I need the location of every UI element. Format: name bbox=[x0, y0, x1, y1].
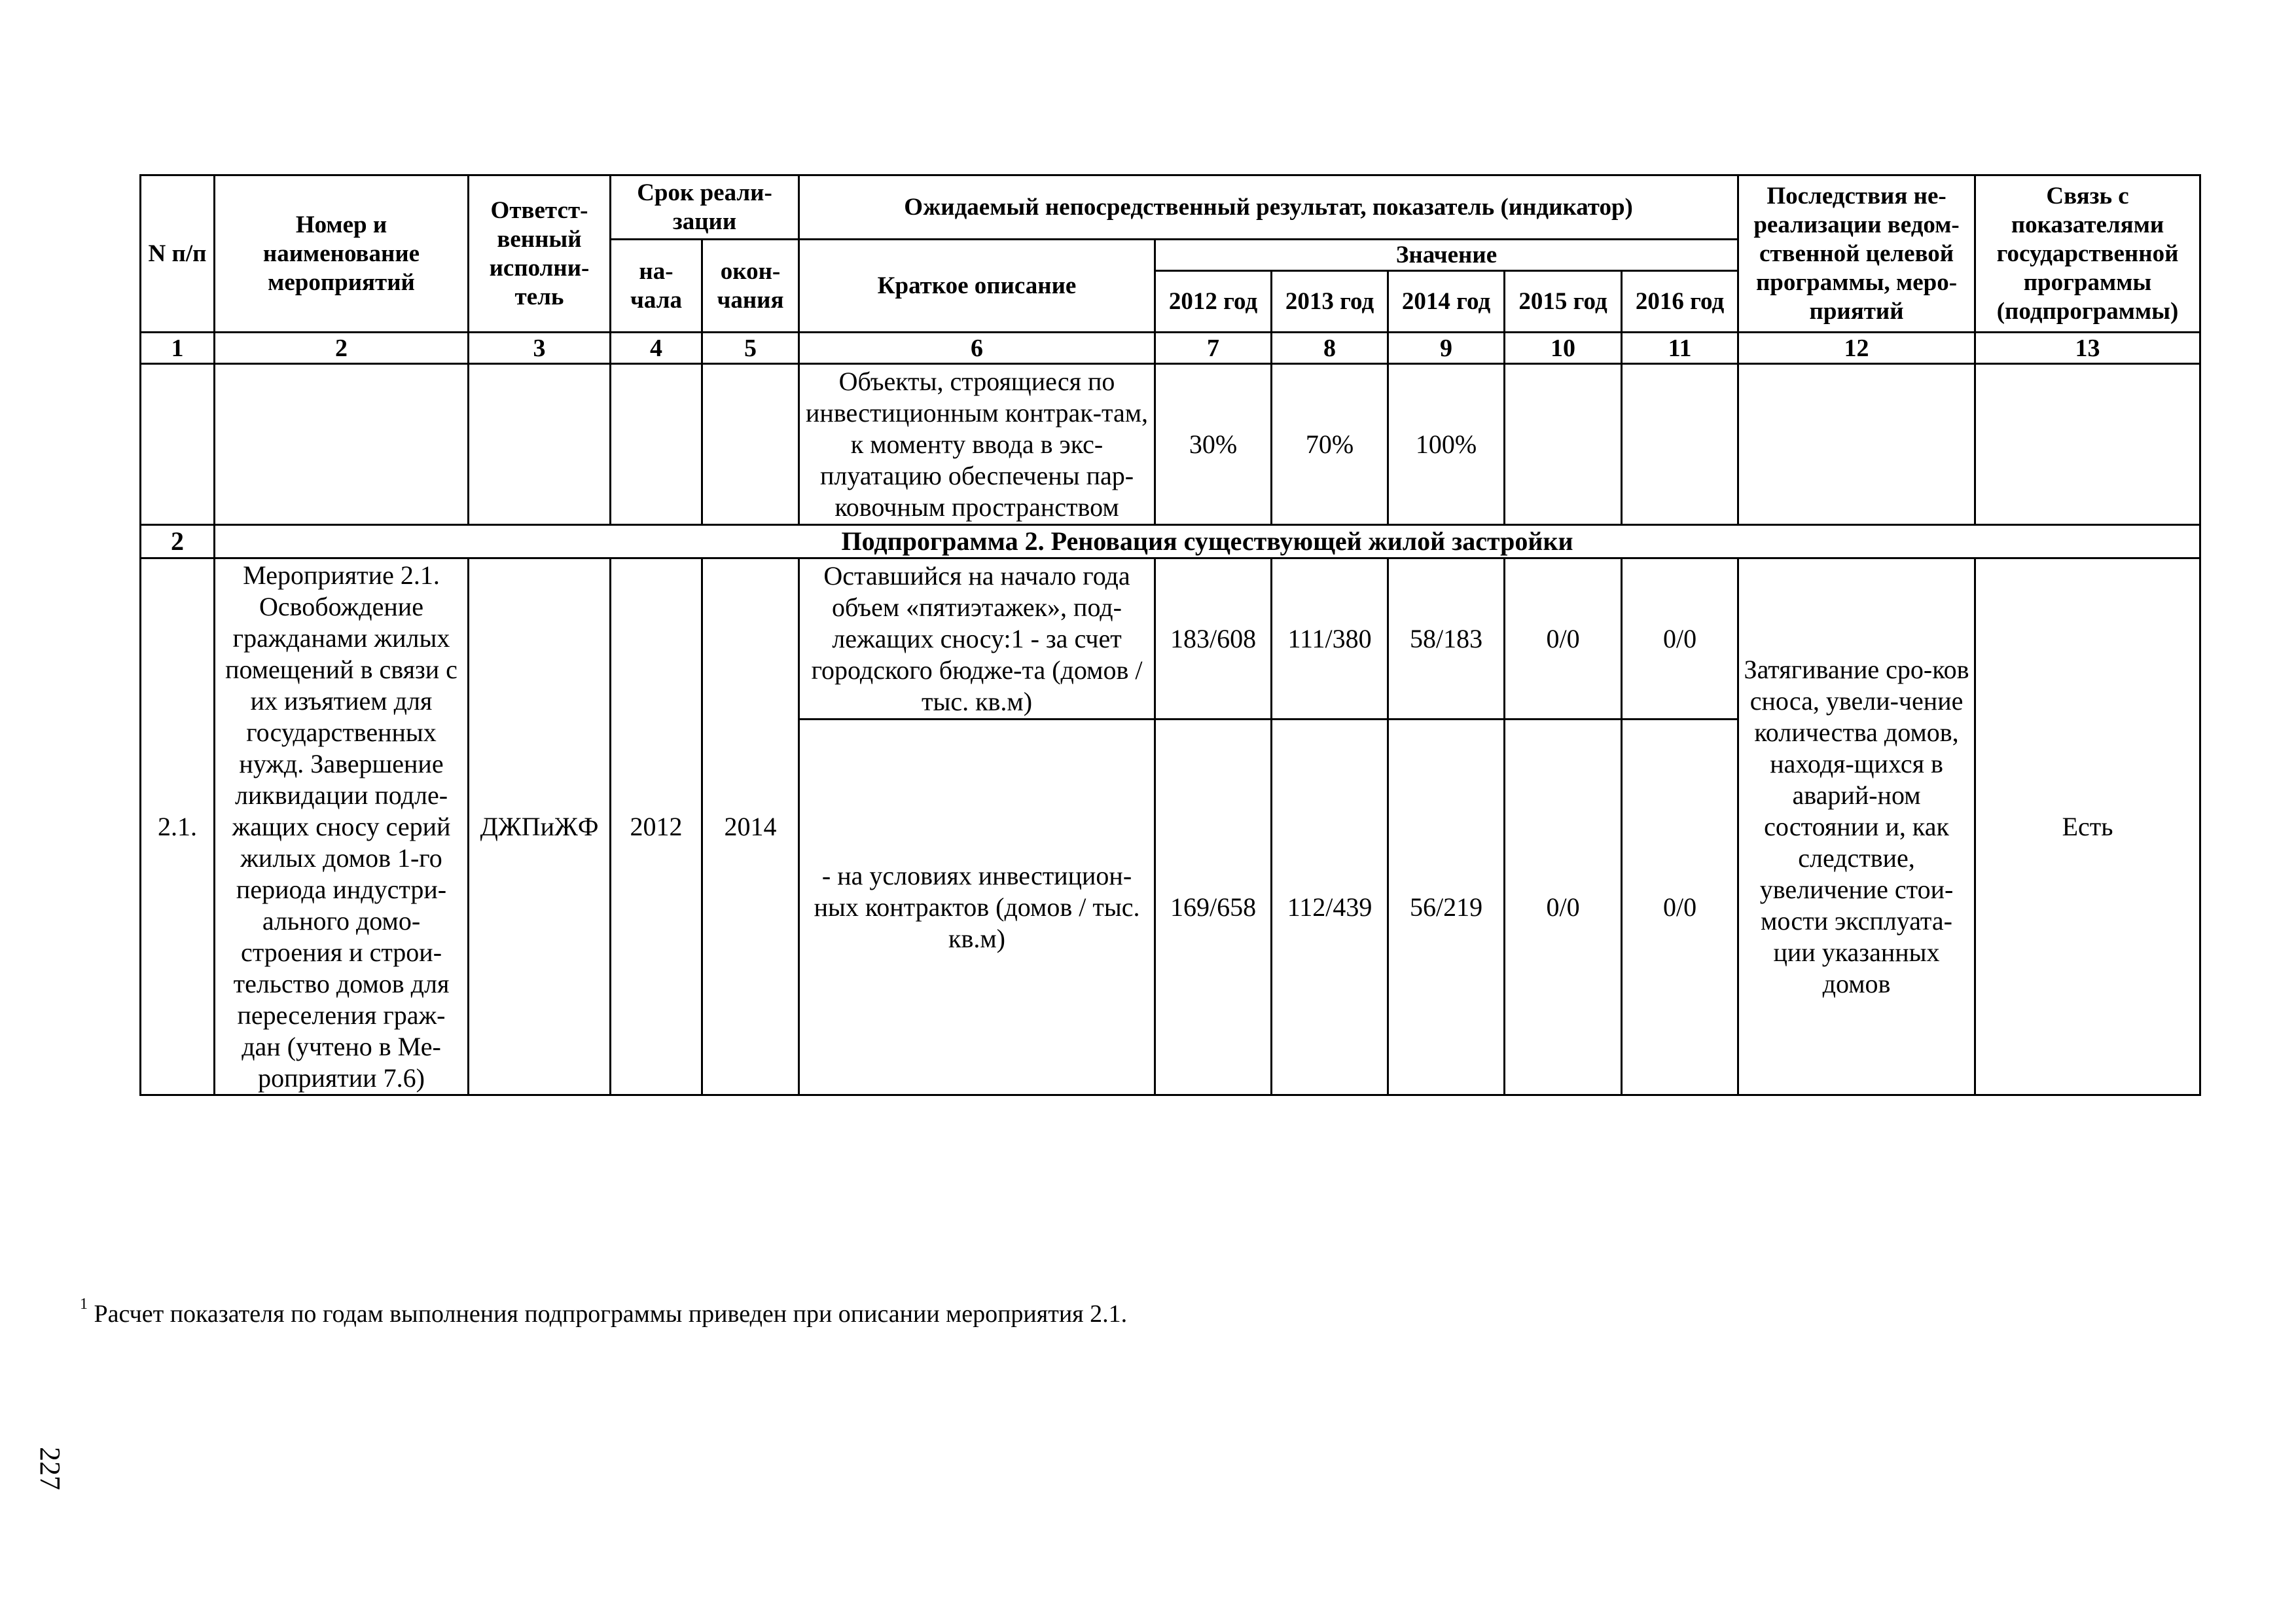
column-number: 5 bbox=[702, 333, 799, 364]
header-term-start: на-чала bbox=[611, 240, 702, 333]
header-name: Номер и наименование мероприятий bbox=[215, 175, 469, 333]
activity-responsible: ДЖПиЖФ bbox=[469, 558, 611, 1095]
header-row-1 bbox=[141, 175, 2200, 240]
column-number: 2 bbox=[215, 333, 469, 364]
column-number: 9 bbox=[1388, 333, 1505, 364]
activity-number: 2.1. bbox=[141, 558, 215, 1095]
header-year: 2012 год bbox=[1155, 271, 1272, 333]
activity-start: 2012 bbox=[611, 558, 702, 1095]
empty-cell bbox=[1975, 364, 2200, 525]
indicator-value: 100% bbox=[1388, 364, 1505, 525]
activity-end: 2014 bbox=[702, 558, 799, 1095]
column-number: 10 bbox=[1505, 333, 1622, 364]
header-result: Ожидаемый непосредственный результат, показатель (индикатор) bbox=[799, 175, 1738, 240]
page-number: 227 bbox=[34, 1447, 66, 1490]
subprogram-row bbox=[141, 525, 2200, 558]
column-number: 7 bbox=[1155, 333, 1272, 364]
header-link: Связь с показателями государственной программы (подпрограммы) bbox=[1975, 175, 2200, 333]
header-brief: Краткое описание bbox=[799, 240, 1155, 333]
subprogram-title: Подпрограмма 2. Реновация существующей жилой застройки bbox=[215, 525, 2200, 558]
footnote bbox=[80, 1296, 1128, 1328]
indicator-value: 111/380 bbox=[1272, 558, 1388, 720]
footnote-mark: 1 bbox=[80, 1296, 88, 1313]
column-number: 6 bbox=[799, 333, 1155, 364]
header-term-end: окон-чания bbox=[702, 240, 799, 333]
indicator-value: 0/0 bbox=[1622, 720, 1738, 1095]
indicator-value: 183/608 bbox=[1155, 558, 1272, 720]
indicator-value: 112/439 bbox=[1272, 720, 1388, 1095]
header-year: 2016 год bbox=[1622, 271, 1738, 333]
column-number: 13 bbox=[1975, 333, 2200, 364]
empty-cell bbox=[611, 364, 702, 525]
header-n: N п/п bbox=[141, 175, 215, 333]
header-year: 2015 год bbox=[1505, 271, 1622, 333]
column-number: 4 bbox=[611, 333, 702, 364]
header-year: 2014 год bbox=[1388, 271, 1505, 333]
header-consequences: Последствия не-реализации ведом-ственной целевой программы, меро-приятий bbox=[1738, 175, 1975, 333]
empty-cell bbox=[1738, 364, 1975, 525]
subprogram-number: 2 bbox=[141, 525, 215, 558]
header-value: Значение bbox=[1155, 240, 1738, 271]
activity-name: Мероприятие 2.1. Освобождение гражданами жилых помещений в связи с их изъятием для государственных нужд. Завершение ликвидации подле-жащих сносу серий жилых домов 1-го периода индустри-ального домо-строения и строи-тельство домов для переселения граж-дан (учтено в Ме-роприятии 7.6) bbox=[215, 558, 469, 1095]
empty-cell bbox=[469, 364, 611, 525]
column-number: 12 bbox=[1738, 333, 1975, 364]
indicator-description: Объекты, строящиеся по инвестиционным контрак-там, к моменту ввода в экс-плуатацию обеспечены пар-ковочным пространством bbox=[799, 364, 1155, 525]
indicator-description: Оставшийся на начало года объем «пятиэтажек», под-лежащих сносу:1 - за счет городского бюдже-та (домов / тыс. кв.м) bbox=[799, 558, 1155, 720]
indicator-value: 0/0 bbox=[1505, 558, 1622, 720]
indicator-value bbox=[1622, 364, 1738, 525]
indicator-value bbox=[1505, 364, 1622, 525]
empty-cell bbox=[215, 364, 469, 525]
column-numbers-row bbox=[141, 333, 2200, 364]
empty-cell bbox=[702, 364, 799, 525]
indicator-description: - на условиях инвестицион-ных контрактов (домов / тыс. кв.м) bbox=[799, 720, 1155, 1095]
table-row-parking bbox=[141, 364, 2200, 525]
indicator-value: 0/0 bbox=[1505, 720, 1622, 1095]
indicator-value: 30% bbox=[1155, 364, 1272, 525]
header-term: Срок реали-зации bbox=[611, 175, 799, 240]
indicator-value: 56/219 bbox=[1388, 720, 1505, 1095]
column-number: 1 bbox=[141, 333, 215, 364]
column-number: 8 bbox=[1272, 333, 1388, 364]
activity-consequences: Затягивание сро-ков сноса, увели-чение количества домов, находя-щихся в аварий-ном состоянии и, как следствие, увеличение стои-мости эксплуата-ции указанных домов bbox=[1738, 558, 1975, 1095]
indicator-value: 0/0 bbox=[1622, 558, 1738, 720]
indicator-value: 58/183 bbox=[1388, 558, 1505, 720]
empty-cell bbox=[141, 364, 215, 525]
header-year: 2013 год bbox=[1272, 271, 1388, 333]
column-number: 3 bbox=[469, 333, 611, 364]
header-responsible: Ответст-венный исполни-тель bbox=[469, 175, 611, 333]
table-row-2-1a bbox=[141, 558, 2200, 720]
indicator-value: 70% bbox=[1272, 364, 1388, 525]
indicator-value: 169/658 bbox=[1155, 720, 1272, 1095]
activity-link: Есть bbox=[1975, 558, 2200, 1095]
footnote-text: Расчет показателя по годам выполнения подпрограммы приведен при описании мероприятия 2.1. bbox=[94, 1300, 1128, 1328]
column-number: 11 bbox=[1622, 333, 1738, 364]
program-table bbox=[139, 174, 2201, 1096]
